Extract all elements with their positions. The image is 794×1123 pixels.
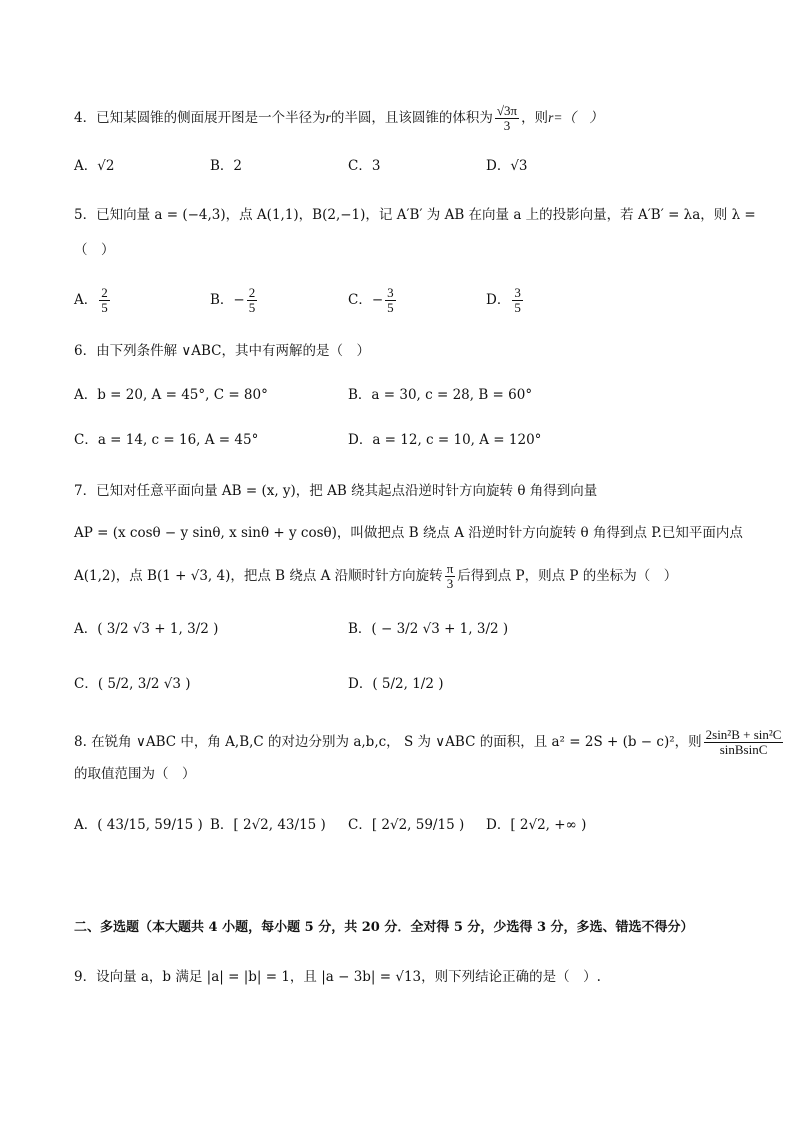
q5-option-c-label: C．−	[348, 292, 384, 308]
q5-option-c-fraction	[385, 286, 396, 315]
q5-option-d-den: 5	[514, 300, 521, 315]
q5-option-c-den: 5	[387, 300, 394, 315]
q5-option-a-fraction	[99, 286, 110, 315]
q7-line2: AP = (x cosθ − y sinθ, x sinθ + y cosθ)，叫做把点 B 绕点 A 沿逆时针方向旋转 θ 角得到点 P.已知平面内点	[74, 525, 743, 541]
q8-option-c: C．[ 2√2, 59/15 )	[348, 817, 465, 833]
q4-option-a: A．√2	[74, 158, 115, 174]
q6-option-d: D．a = 12, c = 10, A = 120°	[348, 432, 542, 448]
q8-expression-num: 2sin²B + sin²C	[705, 727, 782, 742]
q5-option-b-den: 5	[248, 300, 256, 315]
q4-text-c: 的半圆，且该圆锥的体积为	[330, 110, 493, 126]
q8-option-a: A．( 43/15, 59/15 )	[74, 817, 203, 833]
q8-option-d: D．[ 2√2, +∞ )	[486, 817, 587, 833]
q6-option-b: B．a = 30, c = 28, B = 60°	[348, 387, 533, 403]
q6-stem: 6．由下列条件解 ∨ABC，其中有两解的是（ ）	[74, 343, 371, 359]
q7-option-b: B．( − 3/2 √3 + 1, 3/2 )	[348, 621, 509, 637]
q7-rotation-num: π	[446, 561, 454, 576]
q5-option-d	[486, 286, 525, 315]
q4-text-e: r=（ ）	[548, 110, 603, 125]
q5-line1: 5．已知向量 a = (−4,3)，点 A(1,1)，B(2,−1)，记 A′B′ 为 AB 在向量 a 上的投影向量，若 A′B′ = λa，则 λ =	[74, 207, 756, 223]
q7-rotation-den: 3	[446, 576, 454, 591]
q7-option-d: D．( 5/2, 1/2 )	[348, 676, 444, 692]
q4-option-c: C．3	[348, 158, 381, 174]
q4-var-r: r	[325, 110, 331, 125]
q5-option-d-num: 3	[514, 285, 521, 300]
q7-line3	[74, 562, 677, 591]
q7-line3-a: A(1,2)，点 B(1 + √3, 4)，把点 B 绕点 A 沿顺时针方向旋转	[74, 568, 443, 584]
q4-vol-den: 3	[503, 118, 511, 133]
q4-volume-fraction	[495, 104, 519, 133]
q4-stem	[74, 104, 603, 133]
q8-expression-fraction	[704, 728, 784, 757]
q7-line1: 7．已知对任意平面向量 AB = (x, y)，把 AB 绕其起点沿逆时针方向旋转 θ 角得到向量	[74, 483, 598, 499]
q5-line2: （ ）	[74, 242, 115, 258]
q5-option-c	[348, 286, 398, 315]
q8-line2: 的取值范围为（ ）	[74, 766, 196, 782]
q6-option-c: C．a = 14, c = 16, A = 45°	[74, 432, 259, 448]
q9-stem: 9．设向量 a，b 满足 |a| = |b| = 1，且 |a − 3b| = √13，则下列结论正确的是（ ）.	[74, 969, 601, 985]
q4-text-d: ，则	[521, 110, 549, 126]
q5-option-c-num: 3	[387, 285, 394, 300]
q4-option-b: B．2	[210, 158, 243, 174]
q4-text-a: 4．已知某圆锥的侧面展开图是一个半径为	[74, 110, 326, 126]
q5-option-b-label: B．−	[210, 292, 245, 308]
q5-option-b	[210, 286, 259, 315]
q4-vol-num: √3π	[496, 103, 518, 118]
q8-line1	[74, 728, 785, 757]
q7-option-a: A．( 3/2 √3 + 1, 3/2 )	[74, 621, 219, 637]
q7-option-c: C．( 5/2, 3/2 √3 )	[74, 676, 191, 692]
q5-option-d-fraction	[512, 286, 523, 315]
section2-heading: 二、多选题（本大题共 4 小题，每小题 5 分，共 20 分．全对得 5 分，少选得 3 分，多选、错选不得分）	[74, 920, 694, 935]
q7-line3-b: 后得到点 P，则点 P 的坐标为（ ）	[457, 568, 678, 584]
q5-option-b-fraction	[247, 286, 258, 315]
q5-option-a-num: 2	[101, 285, 108, 300]
q8-option-b: B．[ 2√2, 43/15 )	[210, 817, 326, 833]
q5-option-a	[74, 286, 112, 315]
q8-line1-a: 8. 在锐角 ∨ABC 中，角 A,B,C 的对边分别为 a,b,c， S 为 ∨ABC 的面积，且 a² = 2S + (b − c)²，则	[74, 734, 702, 750]
q5-option-a-label: A．	[74, 292, 98, 308]
q4-option-d: D．√3	[486, 158, 528, 174]
q8-expression-den: sinBsinC	[719, 742, 768, 757]
q5-option-a-den: 5	[101, 300, 108, 315]
q6-option-a: A．b = 20, A = 45°, C = 80°	[74, 387, 268, 403]
q7-rotation-fraction	[445, 562, 456, 591]
q5-option-d-label: D．	[486, 292, 511, 308]
q5-option-b-num: 2	[248, 285, 256, 300]
